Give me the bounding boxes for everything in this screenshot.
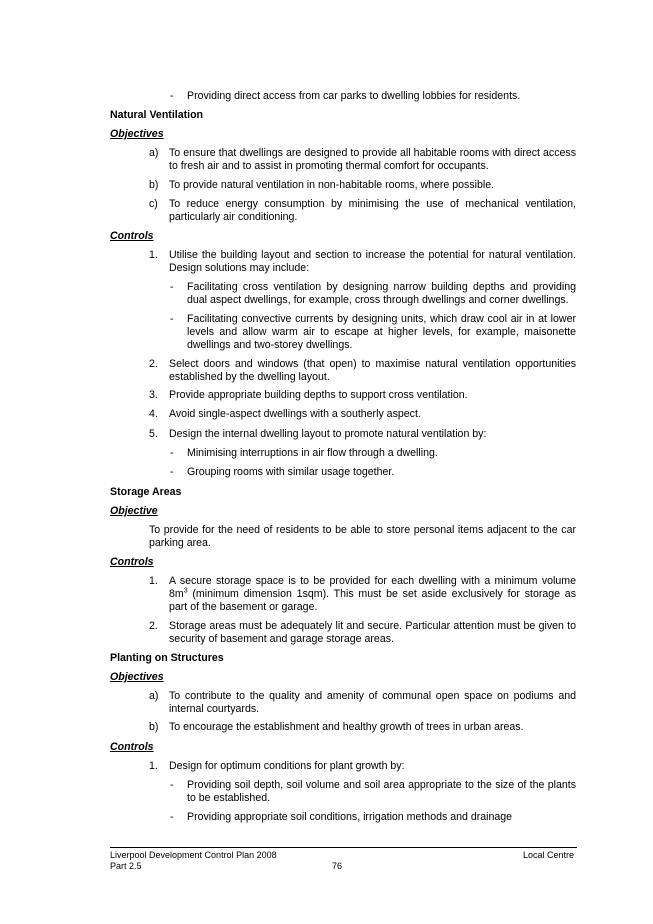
list-marker: a) bbox=[149, 690, 159, 702]
list-marker: a) bbox=[149, 147, 159, 159]
ps-control-1-bullet-1: Providing soil depth, soil volume and soil area appropriate to the size of the plants to be established. bbox=[187, 779, 576, 804]
sa-control-1-line-1: A secure storage space is to be provided for each dwelling with a minimum volume bbox=[169, 575, 576, 587]
volume-text: (minimum dimension 1sqm). This must be set aside exclusively for storage as bbox=[187, 588, 576, 600]
ps-objective-b: To encourage the establishment and healthy growth of trees in urban areas. bbox=[169, 721, 524, 733]
bullet-marker: - bbox=[170, 313, 174, 325]
sa-control-2: Storage areas must be adequately lit and secure. Particular attention must be given to security of basement and garage storage areas. bbox=[169, 620, 576, 645]
nv-controls-heading: Controls bbox=[110, 230, 154, 242]
list-marker: 1. bbox=[149, 760, 158, 772]
footer-doc-title: Liverpool Development Control Plan 2008 bbox=[110, 850, 277, 860]
storage-areas-heading: Storage Areas bbox=[110, 486, 182, 498]
list-marker: 1. bbox=[149, 249, 158, 261]
nv-control-1-bullet-2: Facilitating convective currents by designing units, which draw cool air in at lower levels and allow warm air to escape at higher levels, for example, maisonette dwellings and two-storey dwellings. bbox=[187, 313, 576, 351]
sa-control-1-line-3: part of the basement or garage. bbox=[169, 601, 318, 613]
ps-objective-a: To contribute to the quality and amenity of communal open space on podiums and internal courtyards. bbox=[169, 690, 576, 715]
bullet-marker: - bbox=[170, 779, 174, 791]
footer-part: Part 2.5 bbox=[110, 861, 142, 871]
list-marker: 2. bbox=[149, 358, 158, 370]
nv-objectives-heading: Objectives bbox=[110, 128, 164, 140]
volume-superscript: 3 bbox=[183, 587, 188, 595]
natural-ventilation-heading: Natural Ventilation bbox=[110, 109, 204, 121]
bullet-marker: - bbox=[170, 811, 174, 823]
list-marker: 1. bbox=[149, 575, 158, 587]
ps-control-1: Design for optimum conditions for plant growth by: bbox=[169, 760, 405, 772]
list-marker: b) bbox=[149, 179, 159, 191]
sa-objective-text: To provide for the need of residents to be able to store personal items adjacent to the car parking area. bbox=[149, 524, 576, 549]
list-marker: b) bbox=[149, 721, 159, 733]
nv-control-4: Avoid single-aspect dwellings with a southerly aspect. bbox=[169, 408, 421, 420]
nv-control-1-bullet-1: Facilitating cross ventilation by designing narrow building depths and providing dual aspect dwellings, for example, cross through dwellings and corner dwellings. bbox=[187, 281, 576, 306]
footer-section: Local Centre bbox=[523, 850, 575, 860]
nv-objective-a: To ensure that dwellings are designed to provide all habitable rooms with direct access to fresh air and to assist in promoting thermal comfort for occupants. bbox=[169, 147, 576, 172]
sa-objective-heading: Objective bbox=[110, 505, 158, 517]
nv-objective-b: To provide natural ventilation in non-habitable rooms, where possible. bbox=[169, 179, 495, 191]
nv-control-5-bullet-2: Grouping rooms with similar usage together. bbox=[187, 466, 395, 478]
ps-controls-heading: Controls bbox=[110, 741, 154, 753]
bullet-marker: - bbox=[170, 447, 174, 459]
footer-page-number: 76 bbox=[332, 861, 343, 871]
nv-control-5: Design the internal dwelling layout to promote natural ventilation by: bbox=[169, 428, 487, 440]
nv-control-1: Utilise the building layout and section to increase the potential for natural ventilation. Design solutions may include: bbox=[169, 249, 576, 274]
nv-control-3: Provide appropriate building depths to support cross ventilation. bbox=[169, 389, 468, 401]
bullet-marker: - bbox=[170, 281, 174, 293]
ps-control-1-bullet-2: Providing appropriate soil conditions, irrigation methods and drainage bbox=[187, 811, 513, 823]
planting-heading: Planting on Structures bbox=[110, 652, 224, 664]
list-marker: 5. bbox=[149, 428, 158, 440]
nv-control-5-bullet-1: Minimising interruptions in air flow through a dwelling. bbox=[187, 447, 438, 459]
volume-value: 8m bbox=[169, 588, 184, 600]
sa-controls-heading: Controls bbox=[110, 556, 154, 568]
intro-bullet-text: Providing direct access from car parks to dwelling lobbies for residents. bbox=[187, 90, 521, 102]
list-marker: 3. bbox=[149, 389, 158, 401]
nv-objective-c: To reduce energy consumption by minimising the use of mechanical ventilation, particularly air conditioning. bbox=[169, 198, 576, 223]
list-marker: c) bbox=[149, 198, 158, 210]
list-marker: 2. bbox=[149, 620, 158, 632]
list-marker: 4. bbox=[149, 408, 158, 420]
bullet-marker: - bbox=[170, 90, 174, 102]
bullet-marker: - bbox=[170, 466, 174, 478]
ps-objectives-heading: Objectives bbox=[110, 671, 164, 683]
sa-control-1-line-2 bbox=[169, 588, 576, 601]
nv-control-2: Select doors and windows (that open) to maximise natural ventilation opportunities established by the dwelling layout. bbox=[169, 358, 576, 383]
footer-rule bbox=[110, 847, 577, 848]
